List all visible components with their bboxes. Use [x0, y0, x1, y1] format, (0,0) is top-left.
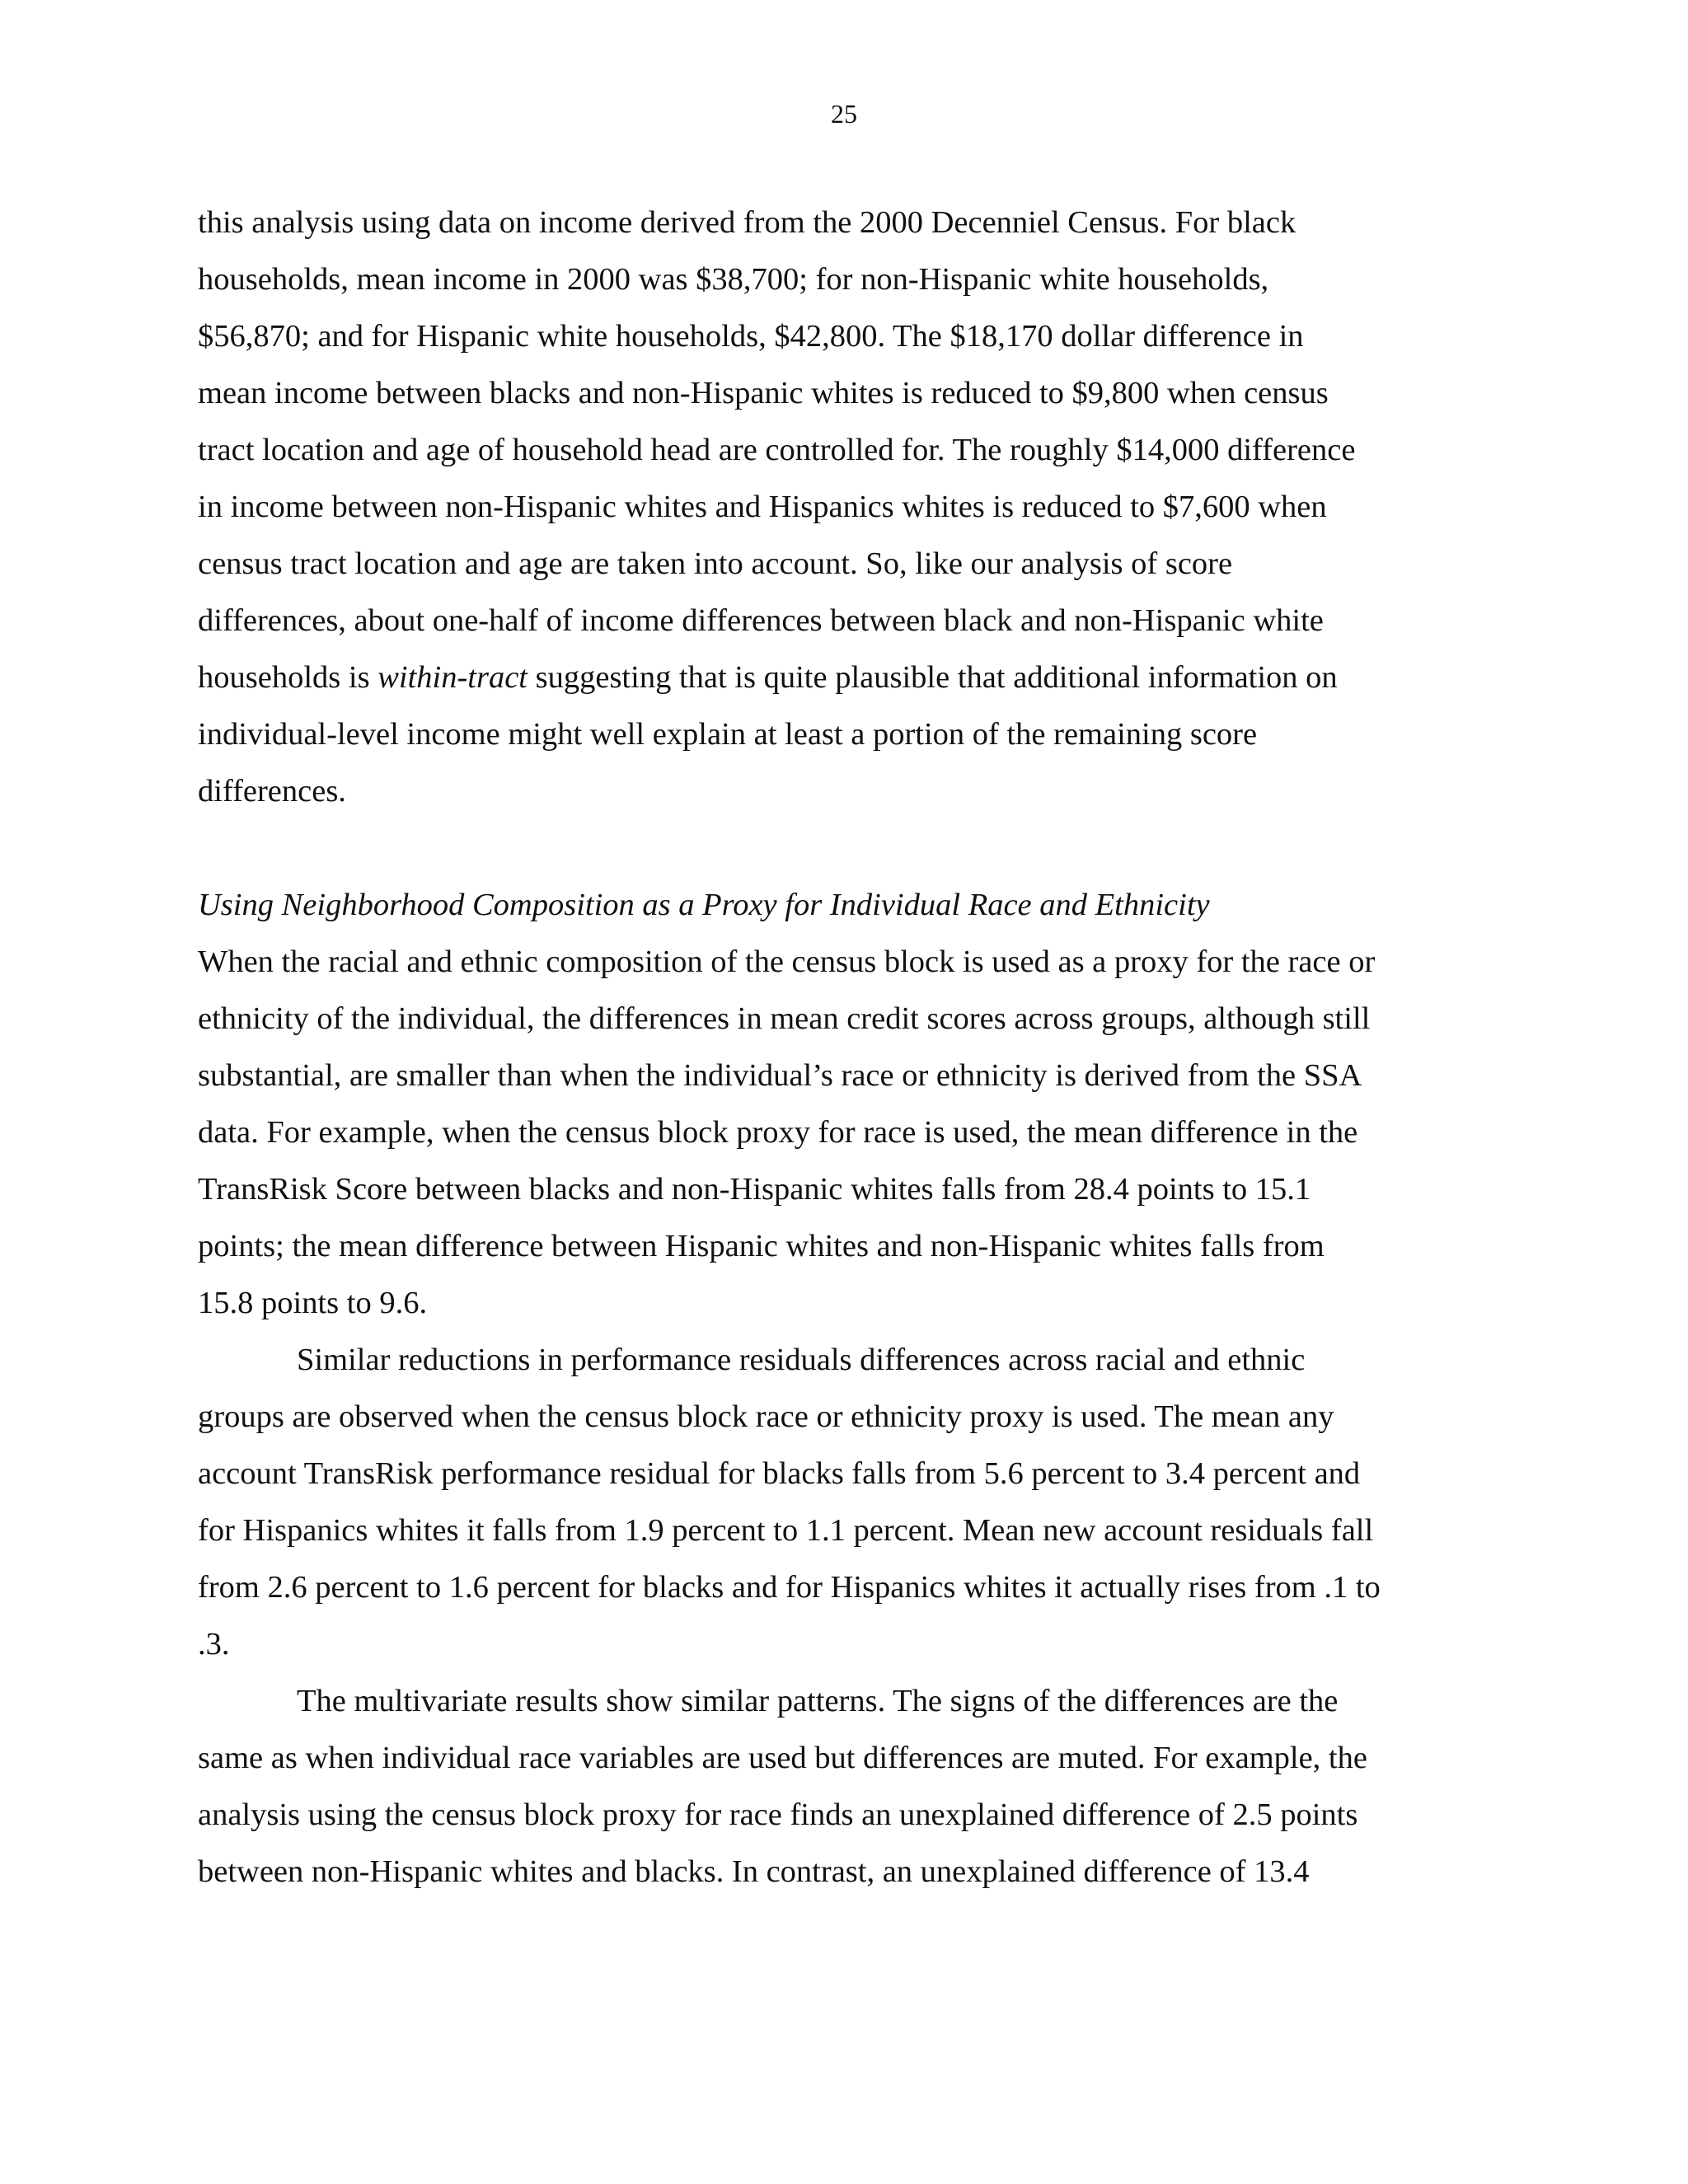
text-line: same as when individual race variables are used but differences are muted. For example, the [198, 1741, 1367, 1775]
paragraph-income-analysis [198, 194, 1434, 820]
text-line: tract location and age of household head are controlled for. The roughly $14,000 difference [198, 433, 1356, 467]
text-line: data. For example, when the census block proxy for race is used, the mean difference in the [198, 1115, 1358, 1150]
text-line: groups are observed when the census block race or ethnicity proxy is used. The mean any [198, 1399, 1334, 1434]
text-line: between non-Hispanic whites and blacks. In contrast, an unexplained difference of 13.4 [198, 1854, 1310, 1889]
text-line-with-emphasis [198, 649, 1434, 706]
section-heading [198, 877, 1434, 934]
text-line: for Hispanics whites it falls from 1.9 percent to 1.1 percent. Mean new account residuals fall [198, 1513, 1374, 1548]
text-line: .3. [198, 1627, 230, 1661]
section-neighborhood-proxy [198, 877, 1434, 1900]
paragraph-gap [198, 820, 1434, 877]
text-line: When the racial and ethnic composition of the census block is used as a proxy for the race or [198, 944, 1376, 979]
text-line: TransRisk Score between blacks and non-Hispanic whites falls from 28.4 points to 15.1 [198, 1172, 1311, 1207]
text-segment: households is [198, 660, 378, 695]
text-line: individual-level income might well explain at least a portion of the remaining score [198, 717, 1258, 752]
text-line: mean income between blacks and non-Hispanic whites is reduced to $9,800 when census [198, 376, 1329, 410]
text-line: 15.8 points to 9.6. [198, 1286, 428, 1320]
text-line: account TransRisk performance residual for blacks falls from 5.6 percent to 3.4 percent and [198, 1456, 1361, 1491]
text-line: Similar reductions in performance residuals differences across racial and ethnic [297, 1343, 1306, 1377]
text-line: substantial, are smaller than when the individual’s race or ethnicity is derived from the SSA [198, 1058, 1362, 1093]
paragraph-multivariate-results [198, 1673, 1434, 1900]
text-line: ethnicity of the individual, the differences in mean credit scores across groups, although still [198, 1001, 1371, 1036]
text-line: $56,870; and for Hispanic white households, $42,800. The $18,170 dollar difference in [198, 319, 1304, 354]
paragraph-mean-scores [198, 934, 1434, 1332]
text-line: differences. [198, 774, 346, 808]
text-line: in income between non-Hispanic whites and Hispanics whites is reduced to $7,600 when [198, 490, 1327, 524]
text-line: census tract location and age are taken into account. So, like our analysis of score [198, 546, 1233, 581]
text-line: points; the mean difference between Hispanic whites and non-Hispanic whites falls from [198, 1229, 1325, 1263]
emphasis-within-tract: within-tract [377, 660, 528, 695]
paragraph-performance-residuals [198, 1332, 1434, 1673]
text-line: differences, about one-half of income differences between black and non-Hispanic white [198, 603, 1324, 638]
page-number: 25 [831, 99, 857, 129]
text-line: The multivariate results show similar patterns. The signs of the differences are the [297, 1684, 1339, 1718]
text-segment: suggesting that is quite plausible that additional information on [528, 660, 1338, 695]
text-line: this analysis using data on income derived from the 2000 Decenniel Census. For black [198, 205, 1296, 240]
text-line: households, mean income in 2000 was $38,700; for non-Hispanic white households, [198, 262, 1269, 297]
page-body [198, 194, 1434, 1900]
text-line: analysis using the census block proxy for race finds an unexplained difference of 2.5 points [198, 1797, 1358, 1832]
text-line: from 2.6 percent to 1.6 percent for blacks and for Hispanics whites it actually rises from .1 to [198, 1570, 1381, 1605]
section-heading-text: Using Neighborhood Composition as a Proxy for Individual Race and Ethnicity [198, 888, 1210, 922]
